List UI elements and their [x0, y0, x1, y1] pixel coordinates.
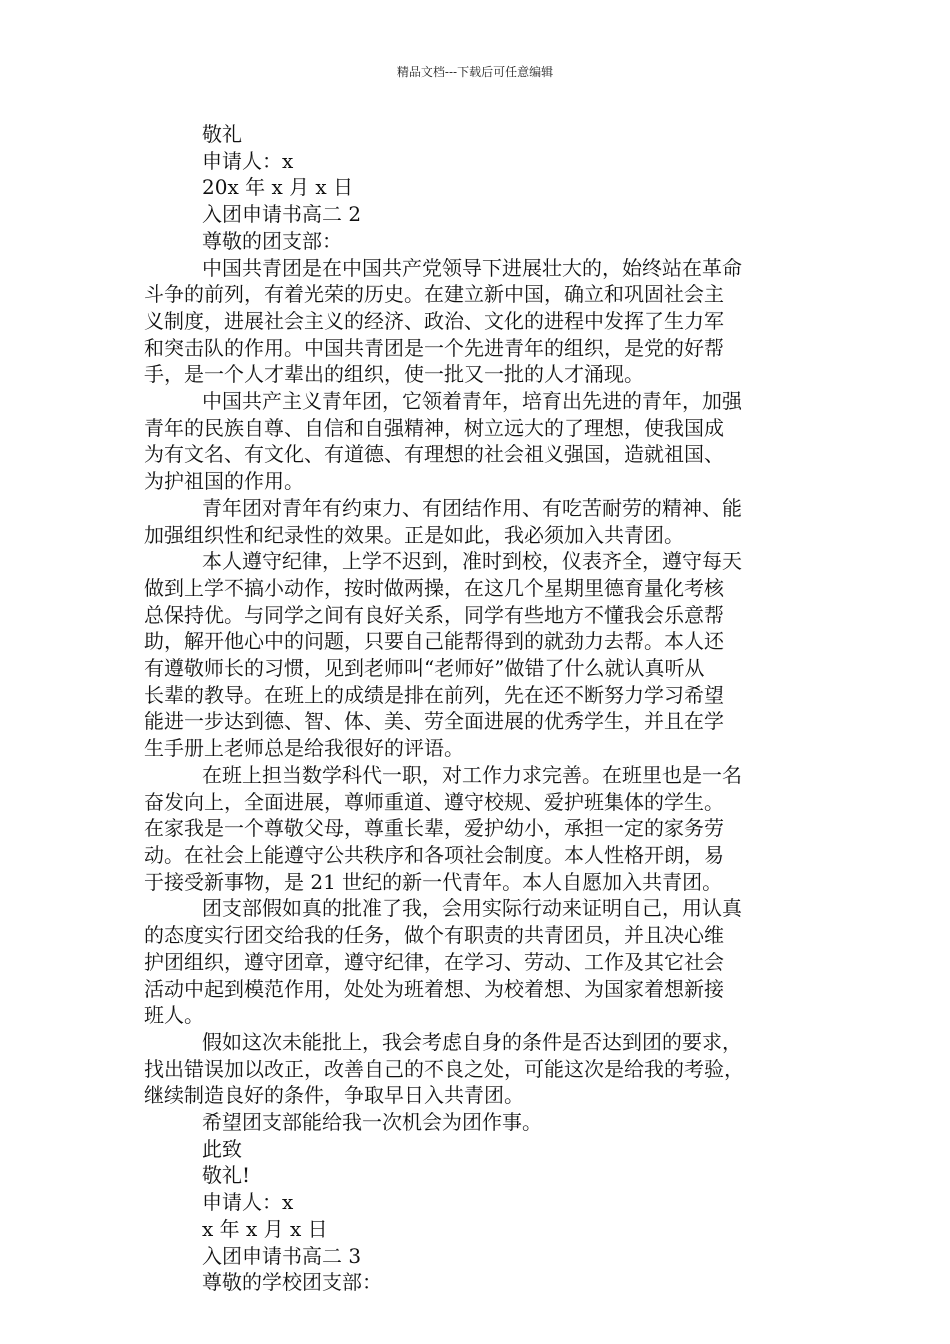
text-line: 申请人：x [202, 148, 294, 173]
text-line: 继续制造良好的条件，争取早日入共青团。 [144, 1083, 524, 1108]
text-line: 护团组织，遵守团章，遵守纪律，在学习、劳动、工作及其它社会 [144, 949, 724, 974]
text-line: 团支部假如真的批准了我，会用实际行动来证明自己，用认真 [202, 896, 742, 921]
text-line: 总保持优。与同学之间有良好关系，同学有些地方不懂我会乐意帮 [144, 602, 724, 627]
text-line: 班人。 [144, 1003, 204, 1028]
text-line: 入团申请书高二 3 [202, 1243, 362, 1268]
text-line: 奋发向上，全面进展，尊师重道、遵守校规、爱护班集体的学生。 [144, 789, 724, 814]
text-line: 活动中起到模范作用，处处为班着想、为校着想、为国家着想新接 [144, 976, 724, 1001]
text-line: 20x 年 x 月 x 日 [202, 175, 354, 200]
text-line: 尊敬的团支部： [202, 228, 342, 253]
text-line: 为有文名、有文化、有道德、有理想的社会祖义强国，造就祖国、 [144, 442, 724, 467]
text-line: 的态度实行团交给我的任务，做个有职责的共青团员，并且决心维 [144, 923, 724, 948]
text-line: 生手册上老师总是给我很好的评语。 [144, 736, 464, 761]
text-line: 助，解开他心中的问题，只要自己能帮得到的就劲力去帮。本人还 [144, 629, 724, 654]
text-line: 入团申请书高二 2 [202, 202, 362, 227]
text-line: 有遵敬师长的习惯，见到老师叫“老师好”做错了什么就认真听从 [144, 656, 705, 681]
text-line: 尊敬的学校团支部： [202, 1270, 382, 1295]
text-line: 手，是一个人才辈出的组织，使一批又一批的人才涌现。 [144, 362, 644, 387]
text-line: 义制度，进展社会主义的经济、政治、文化的进程中发挥了生力军 [144, 308, 724, 333]
text-line: 为护祖国的作用。 [144, 469, 304, 494]
text-line: 于接受新事物，是 21 世纪的新一代青年。本人自愿加入共青团。 [144, 869, 723, 894]
page-header: 精品文档---下载后可任意编辑 [396, 65, 554, 79]
text-line: 做到上学不搞小动作，按时做两操，在这几个星期里德育量化考核 [144, 575, 724, 600]
text-line: 动。在社会上能遵守公共秩序和各项社会制度。本人性格开朗，易 [144, 842, 724, 867]
text-line: 找出错误加以改正，改善自己的不良之处，可能这次是给我的考验， [144, 1056, 744, 1081]
text-line: 青年的民族自尊、自信和自强精神，树立远大的了理想，使我国成 [144, 415, 724, 440]
text-line: 申请人：x [202, 1190, 294, 1215]
text-line: x 年 x 月 x 日 [202, 1216, 328, 1241]
text-line: 此致 [202, 1136, 242, 1161]
text-line: 本人遵守纪律，上学不迟到，准时到校，仪表齐全，遵守每天 [202, 549, 742, 574]
text-line: 中国共产主义青年团，它领着青年，培育出先进的青年，加强 [202, 389, 742, 414]
text-line: 假如这次未能批上，我会考虑自身的条件是否达到团的要求， [202, 1029, 742, 1054]
text-line: 中国共青团是在中国共产党领导下进展壮大的，始终站在革命 [202, 255, 742, 280]
text-line: 加强组织性和纪录性的效果。正是如此，我必须加入共青团。 [144, 522, 684, 547]
text-line: 长辈的教导。在班上的成绩是排在前列，先在还不断努力学习希望 [144, 682, 724, 707]
text-line: 和突击队的作用。中国共青团是一个先进青年的组织，是党的好帮 [144, 335, 724, 360]
text-line: 希望团支部能给我一次机会为团作事。 [202, 1110, 542, 1135]
text-line: 在班上担当数学科代一职，对工作力求完善。在班里也是一名 [202, 762, 742, 787]
text-line: 斗争的前列，有着光荣的历史。在建立新中国，确立和巩固社会主 [144, 282, 724, 307]
text-line: 敬礼 [202, 122, 242, 146]
text-line: 在家我是一个尊敬父母，尊重长辈，爱护幼小，承担一定的家务劳 [144, 816, 724, 841]
text-line: 青年团对青年有约束力、有团结作用、有吃苦耐劳的精神、能 [202, 495, 742, 520]
text-line: 能进一步达到德、智、体、美、劳全面进展的优秀学生，并且在学 [144, 709, 724, 734]
document-body [144, 121, 834, 1296]
text-line: 敬礼! [202, 1163, 251, 1188]
